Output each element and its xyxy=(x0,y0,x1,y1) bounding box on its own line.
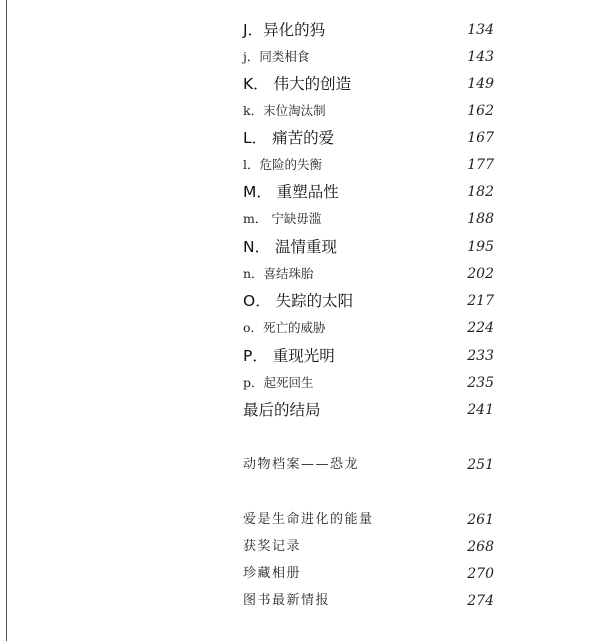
toc-entry-book-news[interactable] xyxy=(0,588,610,614)
toc-entry-page: 182 xyxy=(467,184,494,200)
toc-entry-page: 162 xyxy=(467,103,494,119)
toc-entry-page: 177 xyxy=(467,157,494,173)
toc-entry-title: J．异化的犸 xyxy=(243,21,326,39)
toc-entry-page: 274 xyxy=(467,593,494,609)
toc-entry-n-lower[interactable] xyxy=(0,261,610,287)
toc-entry-title: K． 伟大的创造 xyxy=(243,75,352,93)
toc-entry-page: 167 xyxy=(467,130,494,146)
toc-entry-l-lower[interactable] xyxy=(0,152,610,178)
toc-entry-title: 图书最新情报 xyxy=(243,593,331,608)
toc-entry-title: N． 温情重现 xyxy=(243,238,338,256)
toc-entry-page: 261 xyxy=(467,512,494,528)
toc-entry-page: 188 xyxy=(467,211,494,227)
toc-entry-page: 134 xyxy=(467,22,494,38)
toc-entry-title: P． 重现光明 xyxy=(243,347,335,365)
toc-entry-page: 241 xyxy=(467,402,494,418)
toc-entry-final[interactable] xyxy=(0,397,610,423)
toc-entry-page: 149 xyxy=(467,76,494,92)
toc-entry-title: o．死亡的威胁 xyxy=(243,320,326,335)
toc-entry-title: k．末位淘汰制 xyxy=(243,103,326,118)
toc-entry-page: 217 xyxy=(467,293,494,309)
toc-entry-album[interactable] xyxy=(0,561,610,587)
toc-entry-title: p．起死回生 xyxy=(243,375,314,390)
toc-entry-k-upper[interactable] xyxy=(0,71,610,97)
toc-entry-page: 270 xyxy=(467,566,494,582)
toc-entry-title: j．同类相食 xyxy=(243,49,310,64)
toc-entry-j-upper[interactable] xyxy=(0,17,610,43)
toc-entry-page: 235 xyxy=(467,375,494,391)
toc-entry-title: m． 宁缺毋滥 xyxy=(243,211,322,226)
toc-entry-page: 251 xyxy=(467,457,494,473)
toc-entry-title: l．危险的失衡 xyxy=(243,157,322,172)
toc-entry-title: 获奖记录 xyxy=(243,539,302,554)
toc-entry-page: 143 xyxy=(467,49,494,65)
toc-entry-o-upper[interactable] xyxy=(0,288,610,314)
toc-entry-p-upper[interactable] xyxy=(0,343,610,369)
toc-entry-title: O． 失踪的太阳 xyxy=(243,292,354,310)
toc-entry-page: 233 xyxy=(467,348,494,364)
toc-entry-title: 爱是生命进化的能量 xyxy=(243,512,374,527)
toc-entry-j-lower[interactable] xyxy=(0,44,610,70)
toc-entry-k-lower[interactable] xyxy=(0,98,610,124)
toc-entry-love-energy[interactable] xyxy=(0,507,610,533)
toc-entry-p-lower[interactable] xyxy=(0,370,610,396)
toc-entry-awards[interactable] xyxy=(0,534,610,560)
toc-entry-animal-archive[interactable] xyxy=(0,452,610,478)
toc-entry-title: 珍藏相册 xyxy=(243,566,302,581)
toc-entry-page: 224 xyxy=(467,320,494,336)
toc-entry-page: 202 xyxy=(467,266,494,282)
toc-entry-page: 268 xyxy=(467,539,494,555)
toc-entry-title: n．喜结珠胎 xyxy=(243,266,314,281)
toc-entry-l-upper[interactable] xyxy=(0,125,610,151)
toc-entry-o-lower[interactable] xyxy=(0,315,610,341)
toc-entry-title: 动物档案——恐龙 xyxy=(243,457,360,472)
toc-entry-page: 195 xyxy=(467,239,494,255)
toc-entry-m-upper[interactable] xyxy=(0,179,610,205)
toc-entry-title: M． 重塑品性 xyxy=(243,183,339,201)
toc-entry-title: L． 痛苦的爱 xyxy=(243,129,335,147)
toc-entry-n-upper[interactable] xyxy=(0,234,610,260)
toc-entry-title: 最后的结局 xyxy=(243,401,321,419)
toc-entry-m-lower[interactable] xyxy=(0,206,610,232)
